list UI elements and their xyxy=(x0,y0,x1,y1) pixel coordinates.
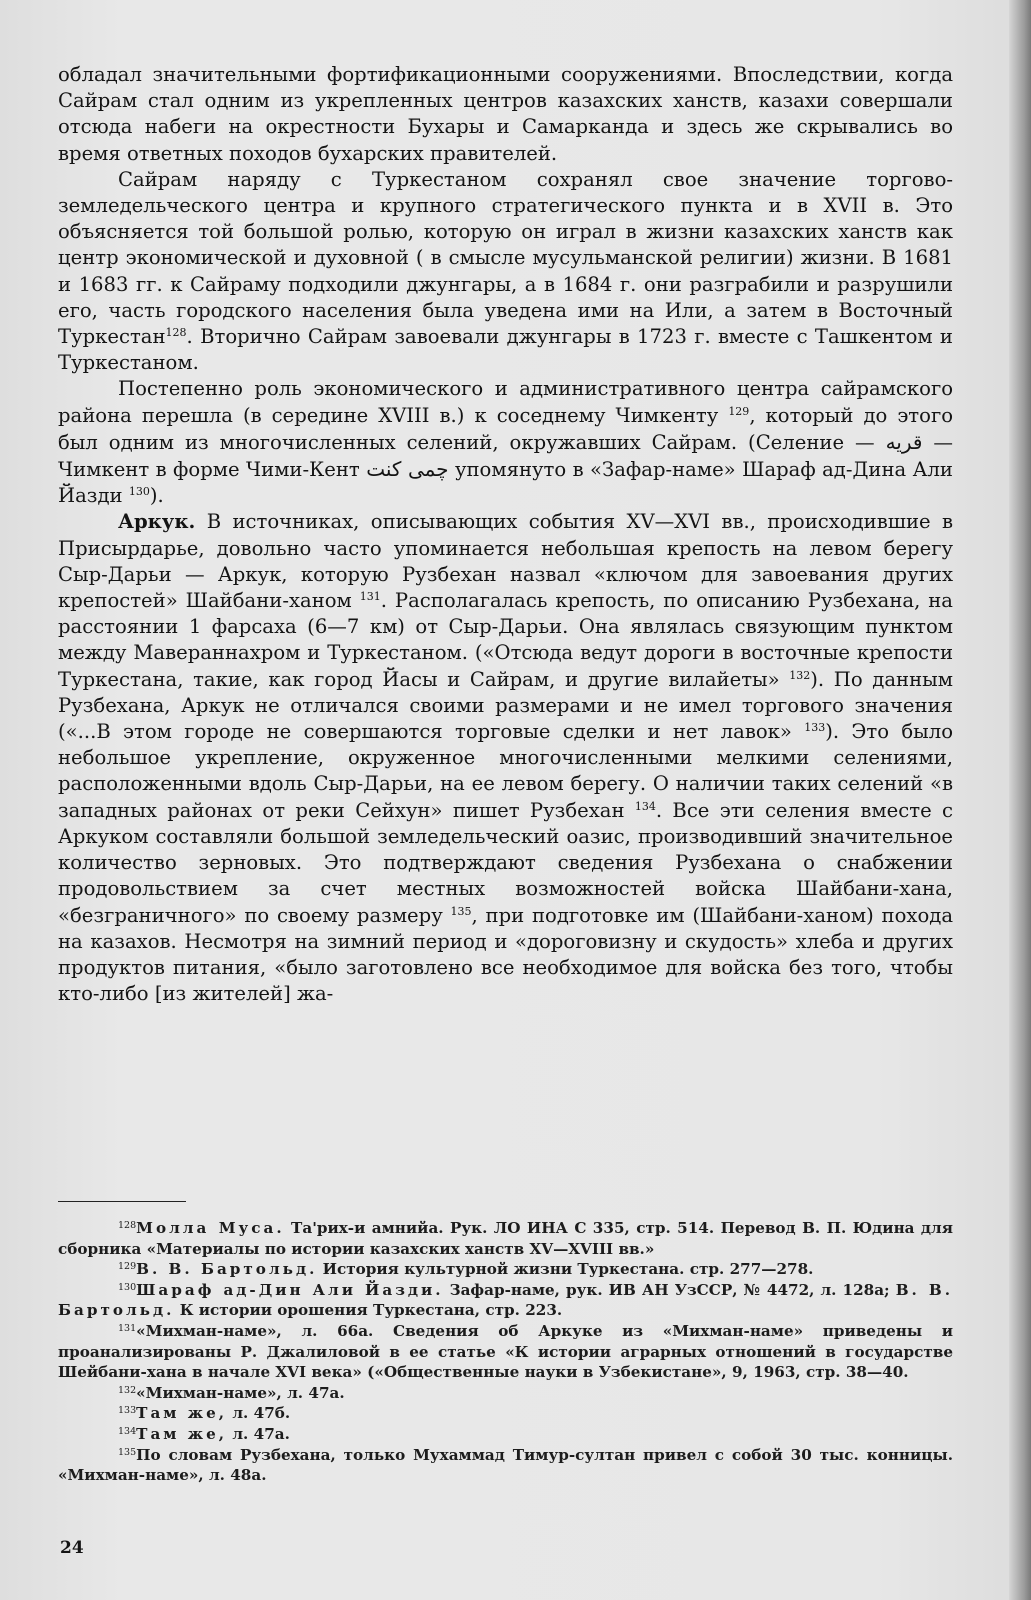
paragraph-1 xyxy=(58,62,953,167)
footnote-mark: 130 xyxy=(118,1281,137,1293)
footnote-text: «Михман-наме», л. 66а. Сведения об Аркуке из «Михман-наме» приведены и проанализированы Р. Джалиловой в ее статье «К истории аграрных отношений в государстве Шейбани-хана в начале XVI века» («Общественные науки в Узбекистане», 9, 1963, стр. 38—40. xyxy=(58,1321,953,1382)
footnote-ref-128[interactable]: 128 xyxy=(165,326,187,340)
footnote-text: Та'рих-и амнийа. Рук. ЛО ИНА С 335, стр. 514. Перевод В. П. Юдина для сборника «Материалы по истории казахских ханств XV—XVIII вв.» xyxy=(58,1219,953,1258)
paragraph-4-text-b: . Располагалась крепость, по описанию Рузбехана, на расстоянии 1 фарсаха (6—7 км) от Сыр-Дарьи. Она являлась связующим пунктом между Мавераннахром и Туркестаном. («Отсюда ведут дороги в восточные крепости Туркестана, такие, как город Йасы и Сайрам, и другие вилайеты» xyxy=(58,589,953,691)
footnote-mark: 133 xyxy=(118,1405,137,1417)
footnote-author: Шараф ад-Дин Али Йазди. xyxy=(136,1280,444,1299)
footnote-131 xyxy=(58,1321,953,1383)
paragraph-3-text-a: Постепенно роль экономического и административного центра сайрамского района перешла (в середине XVIII в.) к соседнему Чимкенту xyxy=(58,377,953,427)
paragraph-2-text-a: Сайрам наряду с Туркестаном сохранял свое значение торгово-земледельческого центра и крупного стратегического пункта и в XVII в. Это объясняется той большой ролью, которую он играл в жизни казахских ханств как центр экономической и духовной ( в смысле мусульманской религии) жизни. В 1681 и 1683 гг. к Сайраму подходили джунгары, а в 1684 г. они разграбили и разрушили его, часть городского населения была уведена ими на Или, а затем в Восточный Туркестан xyxy=(58,167,953,349)
footnote-author: Молла Муса. xyxy=(136,1219,285,1237)
footnote-text: л. 47а. xyxy=(227,1424,290,1443)
footnote-mark: 128 xyxy=(118,1220,137,1231)
footnote-text: Зафар-наме, рук. ИВ АН УзССР, № 4472, л. 128а; xyxy=(443,1280,896,1299)
footnote-130 xyxy=(58,1280,953,1321)
paragraph-3 xyxy=(58,376,953,509)
page-edge-shadow xyxy=(1009,0,1031,1600)
paragraph-3-text-c: — Чимкент в форме Чими-Кент xyxy=(58,430,954,482)
footnote-ref-130[interactable]: 130 xyxy=(128,485,150,499)
paragraph-4-text-d: ). Это было небольшое укрепление, окруженное многочисленными мелкими селениями, расположенными вдоль Сыр-Дарьи, на ее левом берегу. О наличии таких селений «в западных районах от реки Сейхун» пишет Рузбехан xyxy=(58,720,954,822)
footnotes xyxy=(58,1218,953,1486)
footnote-132 xyxy=(58,1383,953,1404)
footnote-ref-131[interactable]: 131 xyxy=(359,590,381,604)
footnote-133 xyxy=(58,1403,953,1424)
footnote-text: «Михман-наме», л. 47а. xyxy=(136,1383,345,1402)
footnote-text: По словам Рузбехана, только Мухаммад Тимур-султан привел с собой 30 тыс. конницы. «Михман-наме», л. 48а. xyxy=(58,1445,953,1485)
footnote-ref-129[interactable]: 129 xyxy=(728,404,750,418)
paragraph-3-text-e: ). xyxy=(149,484,164,508)
footnote-mark: 132 xyxy=(118,1384,137,1396)
footnote-129 xyxy=(58,1259,953,1280)
footnote-ref-132[interactable]: 132 xyxy=(789,668,811,682)
footnote-135 xyxy=(58,1445,953,1486)
paragraph-4 xyxy=(58,509,953,1007)
footnote-author: Там же, xyxy=(136,1424,228,1443)
paragraph-3-text-d: упомянуто в «Зафар-наме» Шараф ад-Дина Али Йазди xyxy=(58,458,953,508)
paragraph-4-text-c: ). По данным Рузбехана, Аркук не отличался своими размерами и не имел торгового значения («...В этом городе не совершаются торговые сделки и нет лавок» xyxy=(58,667,953,744)
paragraph-2-text-b: . Вторично Сайрам завоевали джунгары в 1723 г. вместе с Ташкентом и Туркестаном. xyxy=(58,325,953,375)
paragraph-1-text: обладал значительными фортификационными сооружениями. Впоследствии, когда Сайрам стал одним из укрепленных центров казахских ханств, казахи совершали отсюда набеги на окрестности Бухары и Самарканда и здесь же скрывались во время ответных походов бухарских правителей. xyxy=(58,63,953,165)
arabic-word-qarya: قريه xyxy=(885,429,923,454)
footnote-mark: 131 xyxy=(118,1322,137,1334)
paragraph-4-text-a: В источниках, описывающих события XV—XVI вв., происходившие в Присырдарье, довольно часто упоминается небольшая крепость на левом берегу Сыр-Дарьи — Аркук, которую Рузбехан назвал «ключом для завоевания других крепостей» Шайбани-ханом xyxy=(58,510,953,613)
footnote-mark: 134 xyxy=(118,1425,137,1437)
footnote-134 xyxy=(58,1424,953,1445)
footnote-text: л. 47б. xyxy=(227,1404,291,1423)
footnote-ref-134[interactable]: 134 xyxy=(634,799,656,813)
footnote-author: В. В. Бартольд. xyxy=(136,1260,318,1279)
paragraph-3-text-b: , который до этого был одним из многочисленных селений, окружавших Сайрам. (Селение — xyxy=(58,403,954,454)
footnote-author: В. В. Бартольд. xyxy=(58,1280,954,1320)
footnote-ref-135[interactable]: 135 xyxy=(450,904,472,918)
footnote-mark: 129 xyxy=(118,1261,137,1273)
footnote-text: К истории орошения Туркестана, стр. 223. xyxy=(174,1301,563,1320)
arabic-word-chimikent: چمی کنت xyxy=(366,457,449,482)
footnote-text: История культурной жизни Туркестана. стр. 277—278. xyxy=(317,1260,814,1279)
footnote-separator xyxy=(58,1201,186,1202)
section-heading-arkuk: Аркук. xyxy=(118,510,196,534)
paragraph-2 xyxy=(58,167,953,377)
footnote-mark: 135 xyxy=(118,1446,137,1458)
footnote-128 xyxy=(58,1218,953,1259)
footnote-author: Там же, xyxy=(136,1404,228,1423)
paragraph-4-text-e: . Все эти селения вместе с Аркуком составляли большой земледельческий оазис, производивший значительное количество зерновых. Это подтверждают сведения Рузбехана о снабжении продовольствием за счет местных возможностей войска Шайбани-хана, «безграничного» по своему размеру xyxy=(58,798,953,927)
main-text xyxy=(58,62,953,1007)
page-number: 24 xyxy=(60,1538,84,1558)
footnote-ref-133[interactable]: 133 xyxy=(804,721,826,735)
paragraph-4-text-f: , при подготовке им (Шайбани-ханом) похода на казахов. Несмотря на зимний период и «дороговизну и скудость» хлеба и других продуктов питания, «было заготовлено все необходимое для войска без того, чтобы кто-либо [из жителей] жа- xyxy=(58,903,954,1006)
